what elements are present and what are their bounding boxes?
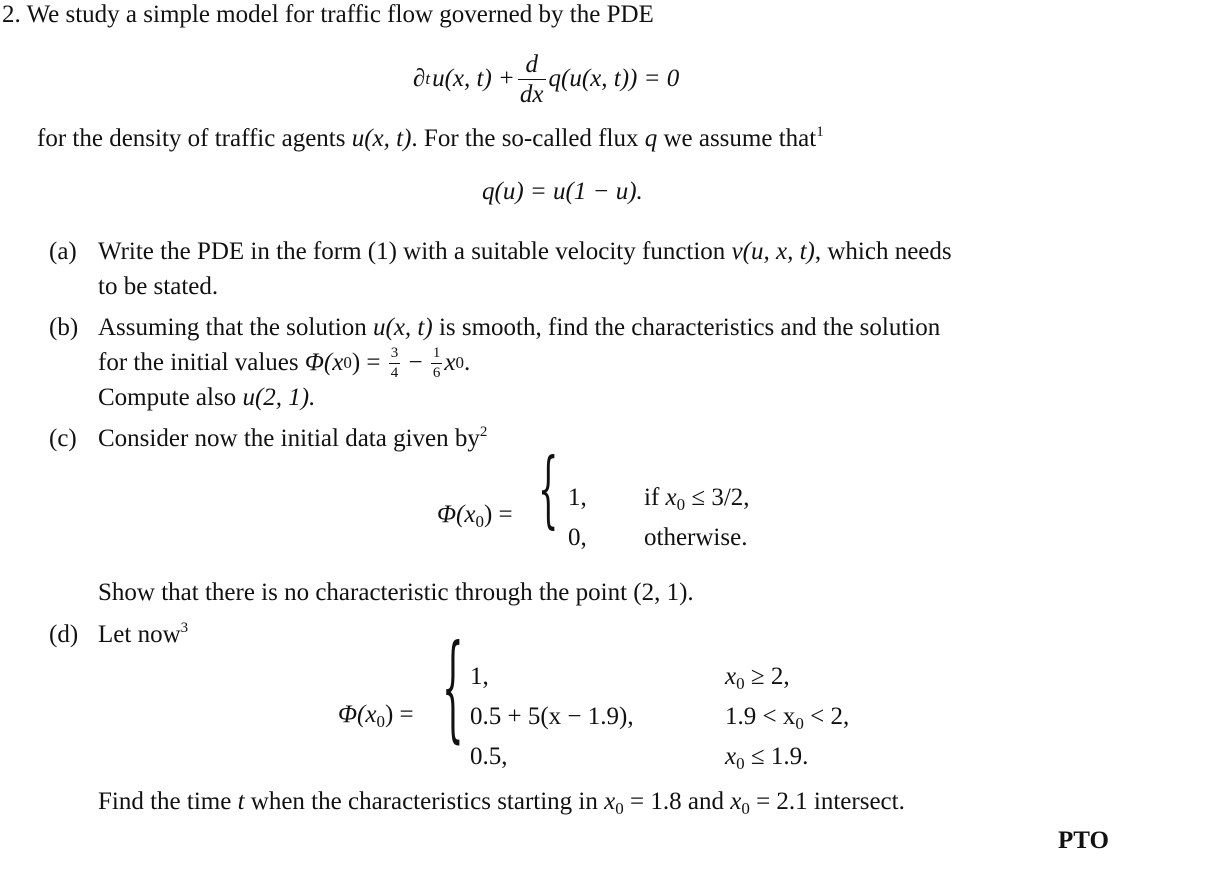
density-line: for the density of traffic agents u(x, t). For the so-called flux q we assume that$^1$ [37, 124, 824, 152]
problem-number: 2. [2, 1, 21, 28]
left-brace: { [442, 621, 464, 758]
part-d-line1: Let now$^3$ [98, 620, 189, 648]
part-d-case3-value: 0.5, [470, 743, 508, 770]
part-a-line1: Write the PDE in the form (1) with a suitable velocity function v(u, x, t), which needs [98, 238, 952, 265]
part-d-case3-condition: $x_0 \le 1.9$. [725, 743, 809, 773]
part-a-label: (a) [49, 238, 77, 265]
part-d-line2: Find the time t when the characteristics starting in $x_0 = 1.8$ and $x_0 = 2.1$ intersect. [98, 788, 905, 818]
pde-equation: ∂ t u(x, t) + $\frac{d}{dx}$ q(u(x, t)) = 0 [413, 50, 680, 108]
part-c-lhs: $\Phi(x_0)$ = [437, 501, 513, 531]
part-d-case1-value: 1, [470, 663, 489, 690]
part-d-label: (d) [49, 621, 79, 648]
part-d-case2-value: 0.5 + 5(x − 1.9), [470, 703, 634, 730]
footnote-marker-2: 2 [479, 424, 488, 440]
derivative-fraction: $\frac{d}{dx}$ [519, 50, 544, 108]
part-b-line3: Compute also u(2, 1). [98, 384, 316, 411]
footnote-marker-1: 1 [816, 124, 824, 140]
part-d-case1-condition: $x_0 \ge 2$, [725, 663, 790, 693]
part-d-lhs: $\Phi(x_0)$ = [338, 701, 414, 731]
part-c-case1-condition: if $x_0 \le 3/2$, [644, 484, 750, 514]
part-a-line2: to be stated. [98, 273, 219, 300]
part-d-case2-condition: $1.9 < x_0 < 2$, [725, 703, 850, 733]
left-brace: { [538, 439, 559, 539]
part-c-line1: Consider now the initial data given $by^2$ [98, 424, 488, 452]
part-c-label: (c) [49, 425, 77, 452]
flux-equation: q(u) = u(1 − u). [482, 178, 643, 205]
part-c-line2: Show that there is no characteristic through the point (2, 1). [98, 579, 694, 606]
fraction-three-quarters: $\frac{3}{4}$ [390, 344, 399, 381]
problem-intro: We study a simple model for traffic flow governed by the PDE [26, 1, 654, 28]
part-b-line1: Assuming that the solution u(x, t) is smooth, find the characteristics and the solution [98, 314, 941, 341]
footnote-marker-3: 3 [180, 620, 189, 636]
part-b-line2: for the initial values Φ(x 0 ) = $\frac{3}{4}$ − $\frac{1}{6}$ x 0 . [98, 344, 471, 381]
fraction-one-sixth: $\frac{1}{6}$ [432, 344, 441, 381]
part-b-label: (b) [49, 314, 79, 341]
part-c-case1-value: 1, [568, 484, 587, 511]
problem-header [2, 0, 654, 30]
pto-label: PTO [1058, 827, 1109, 854]
part-c-case2-value: 0, [568, 524, 587, 551]
part-c-case2-condition: otherwise. [644, 524, 748, 551]
